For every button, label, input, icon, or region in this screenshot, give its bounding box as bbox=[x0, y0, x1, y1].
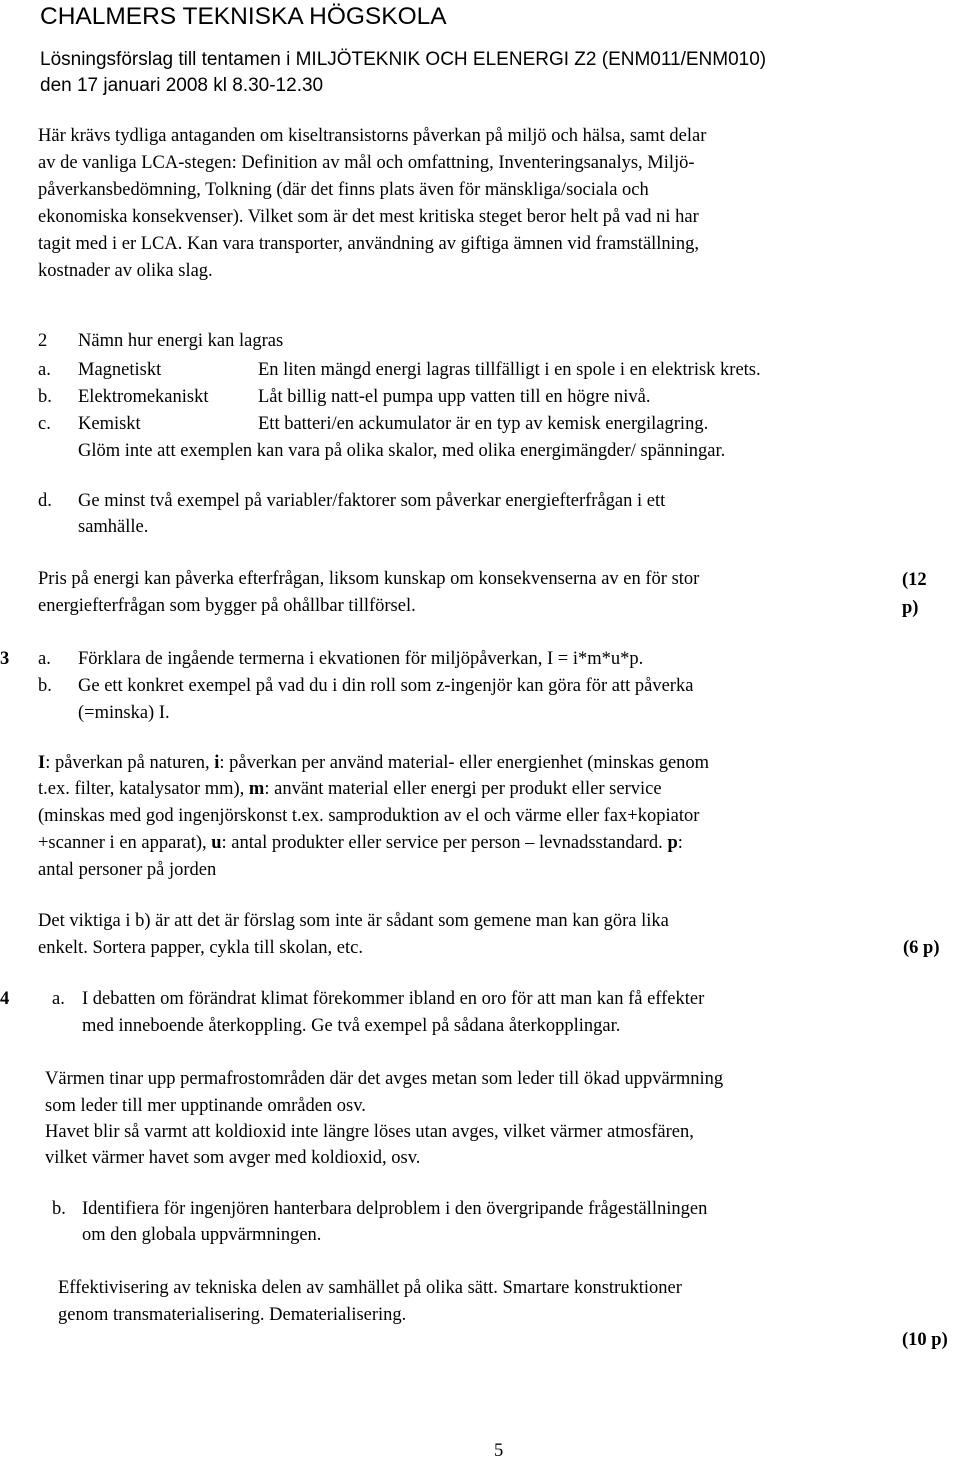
item-term: Elektromekaniskt bbox=[78, 387, 209, 407]
intro-line: ekonomiska konsekvenser). Vilket som är det mest kritiska steget beror helt på vad ni har bbox=[38, 207, 699, 227]
q2-d-line: Ge minst två exempel på variabler/faktorer som påverkar energiefterfrågan i ett bbox=[78, 491, 666, 511]
item-term: Magnetiskt bbox=[78, 360, 162, 380]
q3-answer-line3: (minskas med god ingenjörskonst t.ex. samproduktion av el och värme eller fax+kopiator bbox=[38, 806, 700, 826]
q3-answer-b-line: Det viktiga i b) är att det är förslag som inte är sådant som gemene man kan göra lika bbox=[38, 911, 669, 931]
q4-b-line: Identifiera för ingenjören hanterbara delproblem i den övergripande frågeställningen bbox=[82, 1199, 708, 1219]
q3-answer-line4 bbox=[38, 830, 683, 857]
answer-text: t.ex. filter, katalysator mm), bbox=[38, 779, 249, 799]
question-number: 3 bbox=[0, 649, 10, 669]
q4-answer-a-line: som leder till mer upptinande områden osv. bbox=[45, 1096, 366, 1116]
intro-line: kostnader av olika slag. bbox=[38, 261, 213, 281]
item-letter: c. bbox=[38, 414, 51, 434]
q4-points: (10 p) bbox=[902, 1330, 948, 1350]
intro-line: av de vanliga LCA-stegen: Definition av mål och omfattning, Inventeringsanalys, Miljö- bbox=[38, 153, 695, 173]
item-description: Ett batteri/en ackumulator är en typ av kemisk energilagring. bbox=[258, 414, 709, 434]
q3-answer-b-line: enkelt. Sortera papper, cykla till skolan, etc. bbox=[38, 938, 363, 958]
q2-d-line: samhälle. bbox=[78, 517, 149, 537]
intro-line: påverkansbedömning, Tolkning (där det finns plats även för mänskliga/sociala och bbox=[38, 180, 649, 200]
q2-points: p) bbox=[902, 598, 919, 618]
q4-a-line: med inneboende återkoppling. Ge två exempel på sådana återkopplingar. bbox=[82, 1016, 621, 1036]
item-letter: b. bbox=[38, 387, 52, 407]
item-letter: a. bbox=[38, 360, 51, 380]
q3-b-line: (=minska) I. bbox=[78, 703, 170, 723]
q2-note: Glöm inte att exemplen kan vara på olika skalor, med olika energimängder/ spänningar. bbox=[78, 441, 726, 461]
term-p-text: : bbox=[677, 833, 683, 853]
item-description: En liten mängd energi lagras tillfälligt i en spole i en elektrisk krets. bbox=[258, 360, 761, 380]
exam-subtitle-line1: Lösningsförslag till tentamen i MILJÖTEKNIK OCH ELENERGI Z2 (ENM011/ENM010) bbox=[40, 49, 767, 70]
q4-b-line: om den globala uppvärmningen. bbox=[82, 1225, 322, 1245]
intro-line: tagit med i er LCA. Kan vara transporter, användning av giftiga ämnen vid framställning, bbox=[38, 234, 699, 254]
q3-a-text: Förklara de ingående termerna i ekvationen för miljöpåverkan, I = i*m*u*p. bbox=[78, 649, 644, 669]
term-I: I bbox=[38, 753, 46, 773]
item-letter: a. bbox=[52, 989, 65, 1009]
q4-answer-a-line: Havet blir så varmt att koldioxid inte längre löses utan avges, vilket värmer atmosfären, bbox=[45, 1122, 694, 1142]
answer-text: +scanner i en apparat), bbox=[38, 833, 212, 853]
q4-answer-a-line: Värmen tinar upp permafrostområden där det avges metan som leder till ökad uppvärmning bbox=[45, 1069, 724, 1089]
item-letter: d. bbox=[38, 491, 52, 511]
question-number: 2 bbox=[38, 331, 48, 351]
item-letter: a. bbox=[38, 649, 51, 669]
term-I-text: : påverkan på naturen, bbox=[45, 753, 215, 773]
term-i: i bbox=[214, 753, 220, 773]
q2-answer-line: energiefterfrågan som bygger på ohållbar tillförsel. bbox=[38, 596, 416, 616]
term-m-text: : använt material eller energi per produkt eller service bbox=[264, 779, 662, 799]
q2-points: (12 bbox=[902, 570, 927, 590]
q4-answer-b-line: Effektivisering av tekniska delen av samhället på olika sätt. Smartare konstruktioner bbox=[58, 1278, 682, 1298]
q3-answer-line1 bbox=[38, 750, 709, 777]
exam-subtitle-line2: den 17 januari 2008 kl 8.30-12.30 bbox=[40, 75, 324, 96]
term-i-text: : påverkan per använd material- eller energienhet (minskas genom bbox=[219, 753, 710, 773]
institution-heading: CHALMERS TEKNISKA HÖGSKOLA bbox=[40, 3, 447, 30]
q4-answer-b-line: genom transmaterialisering. Dematerialisering. bbox=[58, 1305, 407, 1325]
item-letter: b. bbox=[52, 1199, 66, 1219]
question-number: 4 bbox=[0, 989, 10, 1009]
item-description: Låt billig natt-el pumpa upp vatten till en högre nivå. bbox=[258, 387, 651, 407]
item-letter: b. bbox=[38, 676, 52, 696]
q3-answer-line5: antal personer på jorden bbox=[38, 860, 217, 880]
term-m: m bbox=[248, 779, 265, 799]
q3-answer-line2 bbox=[38, 776, 662, 803]
q4-a-line: I debatten om förändrat klimat förekommer ibland en oro för att man kan få effekter bbox=[82, 989, 705, 1009]
q3-points: (6 p) bbox=[903, 938, 940, 958]
term-p: p bbox=[667, 833, 678, 853]
term-u: u bbox=[211, 833, 222, 853]
q3-b-line: Ge ett konkret exempel på vad du i din roll som z-ingenjör kan göra för att påverka bbox=[78, 676, 694, 696]
question-title: Nämn hur energi kan lagras bbox=[78, 331, 284, 351]
q4-answer-a-line: vilket värmer havet som avger med koldioxid, osv. bbox=[45, 1148, 421, 1168]
q2-answer-line: Pris på energi kan påverka efterfrågan, liksom kunskap om konsekvenserna av en för stor bbox=[38, 569, 700, 589]
intro-line: Här krävs tydliga antaganden om kiseltransistorns påverkan på miljö och hälsa, samt delar bbox=[38, 126, 707, 146]
term-u-text: : antal produkter eller service per person – levnadsstandard. bbox=[221, 833, 668, 853]
page-number: 5 bbox=[494, 1441, 504, 1461]
item-term: Kemiskt bbox=[78, 414, 141, 434]
